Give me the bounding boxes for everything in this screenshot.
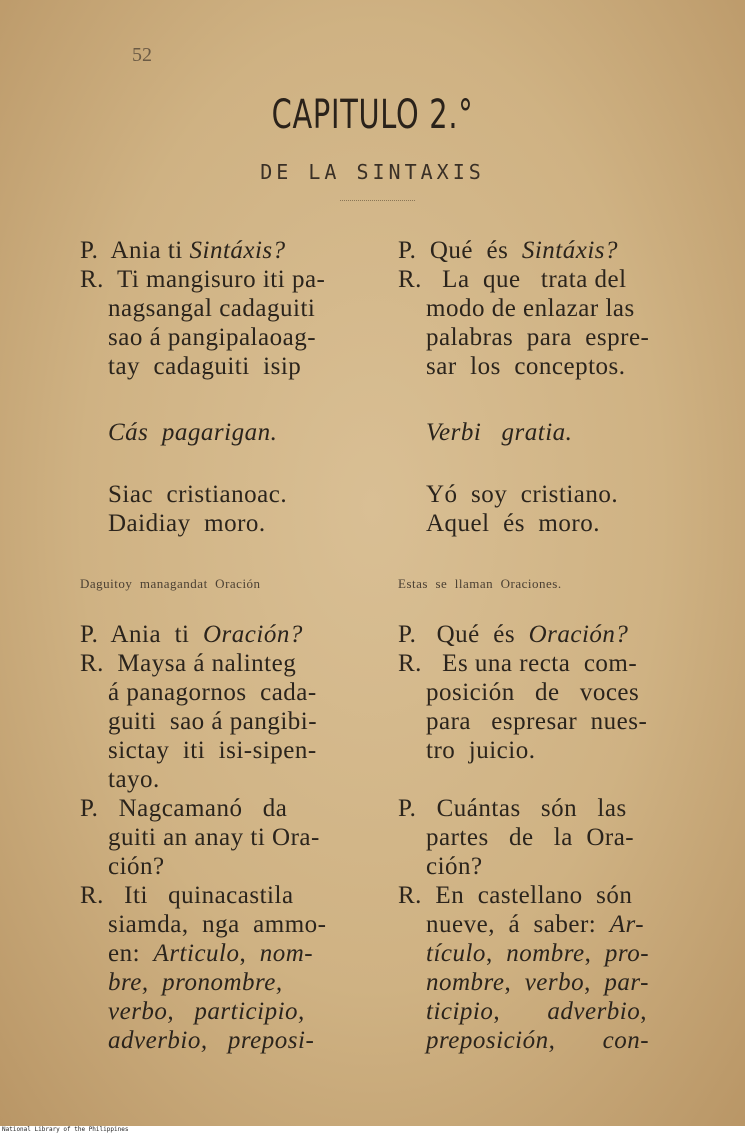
text-run: Daguitoy managandat Oración xyxy=(80,576,261,591)
title-divider xyxy=(340,200,415,201)
text-run: P. Cuántas són las xyxy=(398,795,627,822)
text-run: tay cadaguiti isip xyxy=(108,353,302,380)
text-run: , xyxy=(504,969,525,996)
text-line xyxy=(80,794,287,823)
text-line xyxy=(80,881,294,910)
text-run: Ar- xyxy=(609,911,645,938)
text-line xyxy=(426,968,649,997)
text-line xyxy=(426,1026,649,1055)
text-run: partes de la Ora- xyxy=(426,824,635,851)
text-line xyxy=(108,765,160,794)
text-run: siamda, nga ammo- xyxy=(108,911,327,938)
chapter-subtitle: DE LA SINTAXIS xyxy=(260,160,485,184)
text-line xyxy=(398,265,627,294)
text-run: posición de voces xyxy=(426,679,640,706)
text-line xyxy=(398,881,632,910)
text-line xyxy=(426,910,644,939)
text-line xyxy=(426,352,626,381)
text-line xyxy=(398,236,618,265)
text-run: verbo, participio, xyxy=(108,998,305,1025)
text-run: Daidiay moro. xyxy=(108,510,266,537)
text-line xyxy=(108,323,316,352)
text-run: Articulo xyxy=(153,940,240,967)
footer-credit: National Library of the Philippines xyxy=(0,1126,745,1133)
text-run: , xyxy=(584,940,605,967)
text-line xyxy=(80,265,325,294)
text-line xyxy=(398,794,627,823)
text-run: R. Iti quinacastila xyxy=(80,882,294,909)
text-run: R. La que trata del xyxy=(398,266,627,293)
text-run: , xyxy=(584,969,605,996)
text-run: en: xyxy=(108,940,154,967)
caption-line xyxy=(398,569,562,598)
text-run: adverbio, preposi- xyxy=(108,1027,315,1054)
text-run: nom- xyxy=(259,940,314,967)
caption-line xyxy=(80,569,261,598)
text-run: R. Maysa á nalinteg xyxy=(80,650,297,677)
text-line xyxy=(426,480,618,509)
text-line xyxy=(426,736,535,765)
text-run: verbo xyxy=(524,969,585,996)
text-run: R. Ti mangisuro iti pa- xyxy=(80,266,326,293)
text-run: Sintáxis? xyxy=(521,237,619,264)
text-run: Oración? xyxy=(528,621,629,648)
text-run: sao á pangipalaoag- xyxy=(108,324,317,351)
text-line xyxy=(426,939,649,968)
text-line xyxy=(426,823,634,852)
text-line xyxy=(108,968,283,997)
text-line xyxy=(426,418,572,447)
text-line xyxy=(426,294,635,323)
text-run: Siac cristianoac. xyxy=(108,481,288,508)
text-run: ticipio xyxy=(426,998,494,1025)
text-run: tro juicio. xyxy=(426,737,536,764)
text-run: guiti an anay ti Ora- xyxy=(108,824,320,851)
text-line xyxy=(108,509,266,538)
text-run: par- xyxy=(604,969,649,996)
text-run: R. Es una recta com- xyxy=(398,650,638,677)
text-run: ción? xyxy=(426,853,483,880)
text-line xyxy=(398,620,628,649)
text-run: Yó soy cristiano. xyxy=(426,481,619,508)
text-line xyxy=(80,236,286,265)
text-line xyxy=(108,823,320,852)
text-run: P. Ania ti xyxy=(80,237,190,264)
text-run: pro- xyxy=(604,940,650,967)
text-line xyxy=(108,480,287,509)
text-run: Aquel és moro. xyxy=(426,510,600,537)
text-run: ción? xyxy=(108,853,165,880)
text-line xyxy=(108,997,305,1026)
text-run: , xyxy=(640,998,648,1025)
text-line xyxy=(108,678,317,707)
text-run: sar los conceptos. xyxy=(426,353,626,380)
text-run: preposición, con- xyxy=(426,1027,650,1054)
text-line xyxy=(108,352,301,381)
text-run: para espresar nues- xyxy=(426,708,648,735)
text-line xyxy=(426,852,483,881)
text-line xyxy=(426,323,649,352)
text-line xyxy=(108,294,315,323)
text-line xyxy=(80,620,303,649)
text-line xyxy=(426,509,600,538)
text-run: P. Nagcamanó da xyxy=(80,795,288,822)
text-line xyxy=(108,736,317,765)
text-run: bre, pronombre, xyxy=(108,969,283,996)
text-line xyxy=(108,852,165,881)
page-number: 52 xyxy=(132,44,152,66)
text-run: nombre xyxy=(506,940,585,967)
text-run: adverbio xyxy=(547,998,641,1025)
text-line xyxy=(108,418,277,447)
text-line xyxy=(108,939,313,968)
text-line xyxy=(398,649,637,678)
text-run: , xyxy=(493,998,548,1025)
text-run: Oración? xyxy=(203,621,303,648)
text-run: nombre xyxy=(426,969,505,996)
text-run: nagsangal cadaguiti xyxy=(108,295,316,322)
text-run: P. Qué és xyxy=(398,237,522,264)
text-line xyxy=(426,997,647,1026)
text-line xyxy=(108,910,326,939)
chapter-title: CAPITULO 2.° xyxy=(271,92,474,138)
text-run: , xyxy=(485,940,507,967)
text-run: Estas se llaman Oraciones. xyxy=(398,576,562,591)
text-run: Sintáxis? xyxy=(189,237,286,264)
text-run: á panagornos cada- xyxy=(108,679,317,706)
text-line xyxy=(108,707,317,736)
text-line xyxy=(80,649,296,678)
text-run: nueve, á saber: xyxy=(426,911,610,938)
text-line xyxy=(426,678,639,707)
text-run: tayo. xyxy=(108,766,160,793)
text-run: sictay iti isi-sipen- xyxy=(108,737,317,764)
text-run: palabras para espre- xyxy=(426,324,650,351)
text-run: tículo xyxy=(426,940,486,967)
text-run: , xyxy=(239,940,260,967)
text-run: Cás pagarigan. xyxy=(108,419,278,446)
text-run: P. Qué és xyxy=(398,621,529,648)
text-run: modo de enlazar las xyxy=(426,295,635,322)
text-run: P. Ania ti xyxy=(80,621,203,648)
text-run: guiti sao á pangibi- xyxy=(108,708,318,735)
text-run: Verbi gratia. xyxy=(426,419,573,446)
text-line xyxy=(108,1026,314,1055)
text-line xyxy=(426,707,647,736)
text-run: R. En castellano són xyxy=(398,882,633,909)
